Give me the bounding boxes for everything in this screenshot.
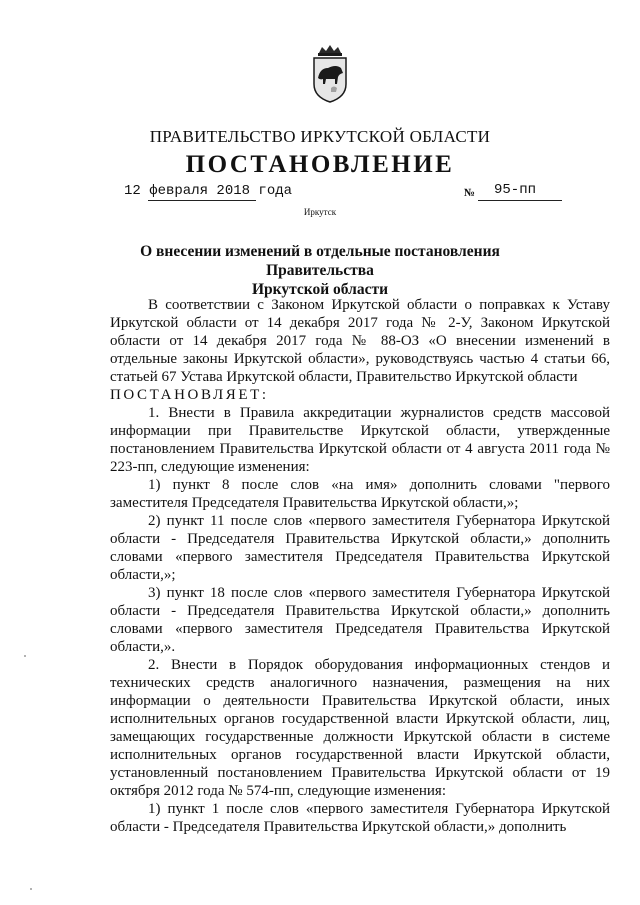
document-date: 12 февраля 2018 года — [124, 183, 293, 199]
emblem-shield — [314, 58, 346, 102]
city: Иркутск — [303, 207, 337, 217]
resolves-heading: ПОСТАНОВЛЯЕТ: — [110, 387, 269, 403]
document-number: 95-пп — [494, 182, 537, 198]
coat-of-arms-icon — [310, 44, 350, 104]
preamble: В соответствии с Законом Иркутской области о поправках к Уставу Иркутской области от 14 декабря 2017 года № 2-У, Законом Иркутской области от 14 декабря 2017 года № 88-ОЗ «О внесении изменений в отдельные законы Иркутской области», руководствуясь частью 4 статьи 66, статьей 67 Устава Иркутской области, Правительство Иркутской области — [110, 297, 610, 385]
number-underline — [478, 200, 562, 201]
paragraph-1: 1. Внести в Правила аккредитации журналистов средств массовой информации при Правительстве Иркутской области, утвержденные постановлением Правительства Иркутской области от 4 августа 2011 года № 223-пп, следующие изменения: — [110, 405, 610, 475]
paragraph-1-3: 3) пункт 18 после слов «первого заместителя Губернатора Иркутской области - Председателя Правительства Иркутской области,» дополнить словами «первого заместителя Председателя Правительства Иркутской области,». — [110, 585, 610, 655]
paragraph-1-2: 2) пункт 11 после слов «первого заместителя Губернатора Иркутской области - Председателя Правительства Иркутской области,» дополнить словами «первого заместителя Председателя Правительства Иркутской области,»; — [110, 513, 610, 583]
subject-line-1: О внесении изменений в отдельные постановления Правительства — [140, 243, 500, 279]
date-underline — [148, 200, 256, 201]
paragraph-2: 2. Внести в Порядок оборудования информационных стендов и технических средств аналогичного назначения, размещения на них информации о деятельности Правительства Иркутской области, иных исполнительных органов государственной власти Иркутской области, лиц, замещающих государственные должности Иркутской области в системе исполнительных органов государственной власти Иркутской области, установленный постановлением Правительства Иркутской области от 19 октября 2012 года № 574-пп, следующие изменения: — [110, 657, 610, 799]
scan-speck — [30, 888, 32, 890]
scan-speck — [24, 655, 26, 657]
paragraph-1-1: 1) пункт 8 после слов «на имя» дополнить словами "первого заместителя Председателя Правительства Иркутской области,»; — [110, 477, 610, 511]
document-type: ПОСТАНОВЛЕНИЕ — [185, 151, 455, 178]
paragraph-2-1: 1) пункт 1 после слов «первого заместителя Губернатора Иркутской области - Председателя Правительства Иркутской области,» дополнить — [110, 801, 610, 835]
document-body — [110, 296, 610, 836]
document-subject — [110, 242, 530, 299]
number-sign: № — [464, 187, 476, 199]
emblem-crown-base — [318, 53, 342, 56]
subject-line-2: Иркутской области — [251, 281, 389, 298]
emblem-crown — [319, 45, 341, 53]
emblem-sable — [331, 87, 337, 93]
authority-title: ПРАВИТЕЛЬСТВО ИРКУТСКОЙ ОБЛАСТИ — [149, 127, 491, 146]
